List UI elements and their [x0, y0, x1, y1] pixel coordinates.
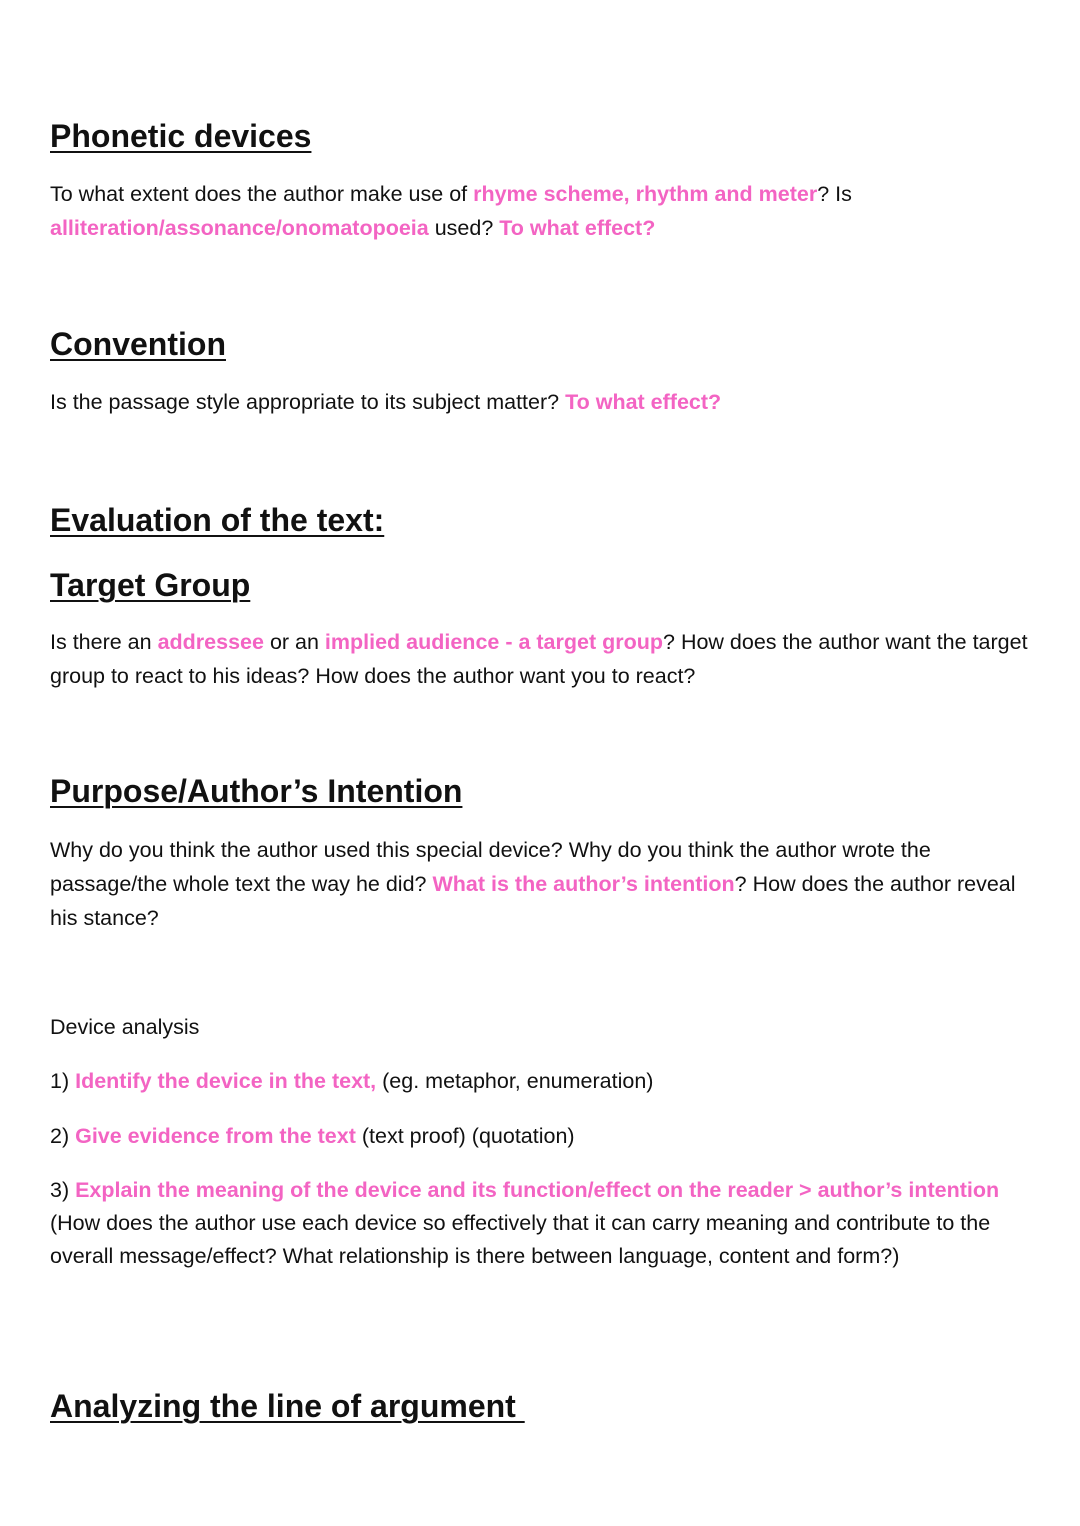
highlight-text: To what effect?: [499, 216, 656, 240]
highlight-text: addressee: [157, 630, 264, 654]
heading-argument: Analyzing the line of argument: [50, 1388, 525, 1424]
heading-convention: Convention: [50, 326, 226, 362]
highlight-text: rhyme scheme, rhythm and meter: [473, 182, 818, 206]
text: Is the passage style appropriate to its subject matter?: [50, 390, 566, 414]
step-2: [50, 1119, 1040, 1153]
text: To what extent does the author make use of: [50, 182, 474, 206]
text: ? Is: [817, 182, 852, 206]
section-device-analysis: [50, 1010, 1040, 1273]
section-evaluation: [50, 500, 1040, 540]
section-convention: [50, 324, 1040, 419]
device-analysis-title: Device analysis: [50, 1015, 200, 1039]
text: or an: [263, 630, 325, 654]
convention-paragraph: [50, 385, 1040, 419]
highlight-text: Explain the meaning of the device and its function/effect on the reader > author’s intention: [75, 1178, 1000, 1202]
step-1: [50, 1064, 1040, 1098]
heading-purpose: Purpose/Author’s Intention: [50, 773, 463, 809]
step-number: 1): [50, 1069, 76, 1093]
highlight-text: implied audience - a target group: [324, 630, 664, 654]
text: ? How does the author reveal his stance?: [50, 872, 1016, 930]
section-purpose: [50, 771, 1040, 935]
text: ? How does the author want the target group to react to his ideas? How does the author want you to react?: [50, 630, 1028, 688]
text: Why do you think the author used this special device? Why do you think the author wrote the passage/the whole text the way he did?: [50, 838, 931, 896]
text: Is there an: [50, 630, 158, 654]
heading-phonetic-devices: Phonetic devices: [50, 118, 312, 154]
text: used?: [428, 216, 500, 240]
heading-evaluation: Evaluation of the text:: [50, 502, 385, 538]
target-group-paragraph: [50, 625, 1040, 693]
highlight-text: Identify the device in the text,: [75, 1069, 377, 1093]
section-phonetic-devices: [50, 116, 1040, 245]
step-3: [50, 1174, 1040, 1273]
text: (How does the author use each device so effectively that it can carry meaning and contribute to the overall message/effect? What relationship is there between language, content and form?): [50, 1211, 991, 1268]
purpose-paragraph: [50, 833, 1040, 935]
section-target-group: [50, 565, 1040, 693]
step-number: 3): [50, 1178, 76, 1202]
highlight-text: Give evidence from the text: [75, 1124, 356, 1148]
highlight-text: alliteration/assonance/onomatopoeia: [50, 216, 429, 240]
text: (text proof) (quotation): [355, 1124, 575, 1148]
phonetic-paragraph: [50, 177, 1040, 245]
text: (eg. metaphor, enumeration): [376, 1069, 654, 1093]
heading-target-group: Target Group: [50, 567, 251, 603]
highlight-text: What is the author’s intention: [432, 872, 735, 896]
step-number: 2): [50, 1124, 76, 1148]
highlight-text: To what effect?: [565, 390, 722, 414]
section-argument: [50, 1386, 1040, 1426]
